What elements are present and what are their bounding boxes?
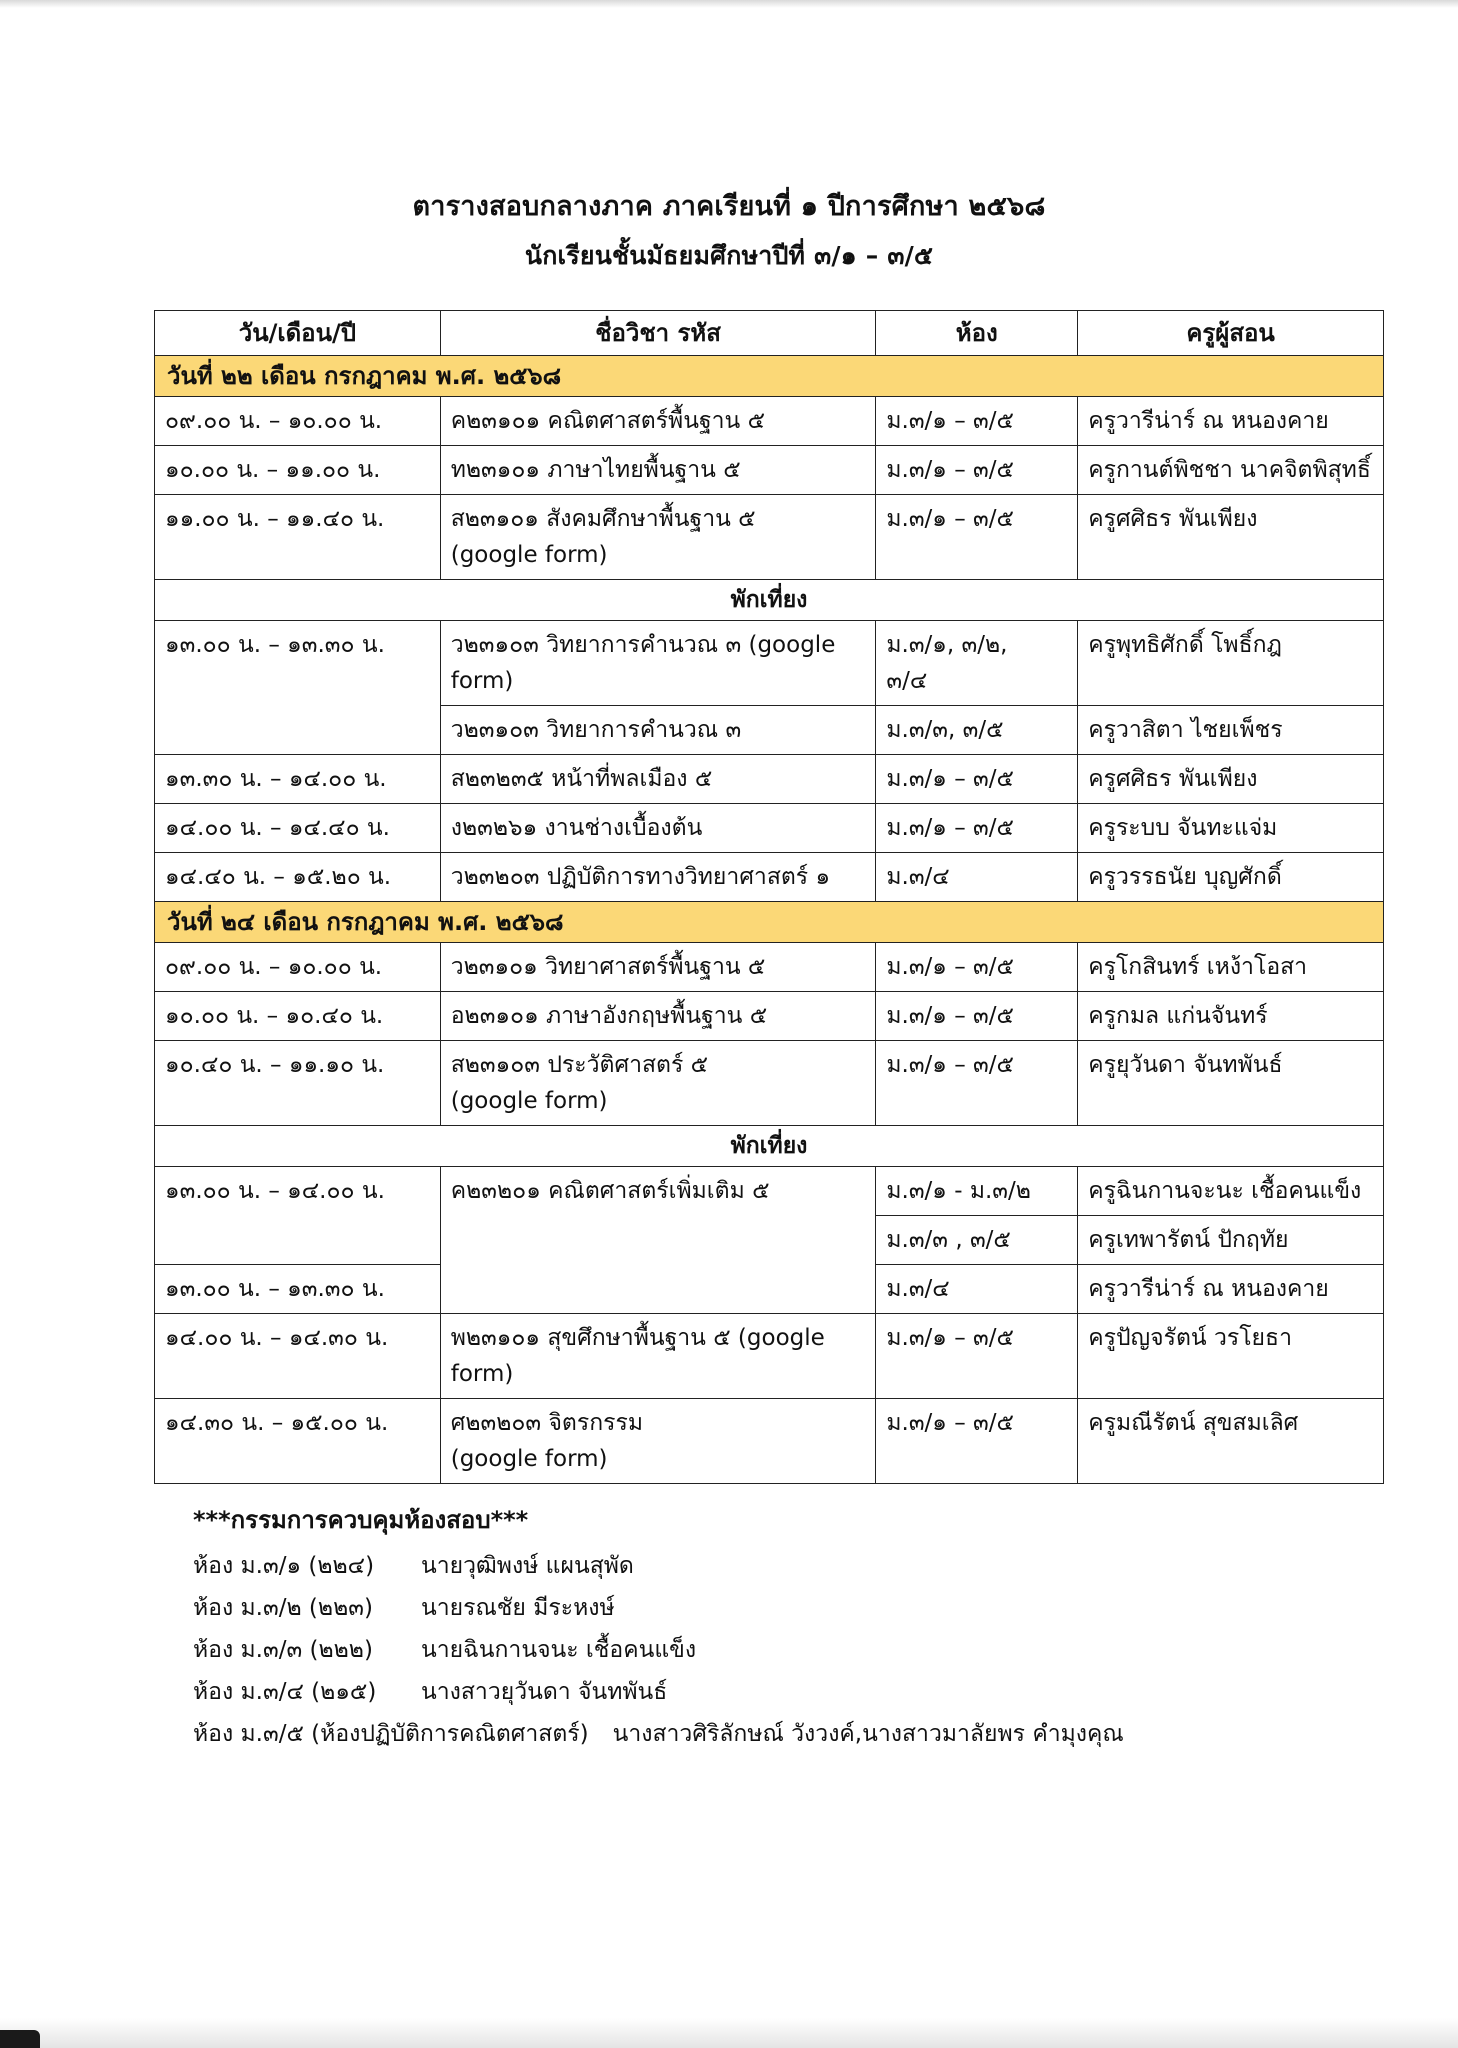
document-subtitle: นักเรียนชั้นมัธยมศึกษาปีที่ ๓/๑ – ๓/๕	[524, 241, 934, 270]
subject-cell: ง๒๓๒๖๑ งานช่างเบื้องต้น	[440, 804, 876, 853]
lunch-label: พักเที่ยง	[155, 580, 1384, 621]
room-cell: ม.๓/๑ – ๓/๕	[876, 1399, 1078, 1484]
document-title: ตารางสอบกลางภาค ภาคเรียนที่ ๑ ปีการศึกษา ๒๕๖๘	[412, 191, 1046, 222]
committee-names: นายรณชัย มีระหงษ์	[421, 1595, 615, 1621]
subject-cell	[440, 1041, 876, 1126]
time-cell: ๐๙.๐๐ น. – ๑๐.๐๐ น.	[155, 397, 441, 446]
teacher-cell: ครูวรรธนัย บุญศักดิ์	[1078, 853, 1384, 902]
subject-cell	[440, 495, 876, 580]
lunch-label: พักเที่ยง	[155, 1126, 1384, 1167]
subject-cell	[440, 621, 876, 706]
day-row	[155, 902, 1384, 943]
teacher-cell: ครูโกสินทร์ เหง้าโอสา	[1078, 943, 1384, 992]
table-row	[155, 853, 1384, 902]
time-cell: ๐๙.๐๐ น. – ๑๐.๐๐ น.	[155, 943, 441, 992]
time-cell: ๑๐.๔๐ น. – ๑๑.๑๐ น.	[155, 1041, 441, 1126]
committee-names: นางสาวศิริลักษณ์ วังวงค์,นางสาวมาลัยพร คำมุงคุณ	[612, 1721, 1124, 1747]
room-cell: ม.๓/๑ – ๓/๕	[876, 992, 1078, 1041]
teacher-cell: ครูกมล แก่นจันทร์	[1078, 992, 1384, 1041]
committee-names: นายฉินกานจนะ เชื้อคนแข็ง	[421, 1637, 697, 1663]
room-cell: ม.๓/๑ – ๓/๕	[876, 1314, 1078, 1399]
time-cell: ๑๔.๔๐ น. – ๑๕.๒๐ น.	[155, 853, 441, 902]
table-row	[155, 446, 1384, 495]
table-row	[155, 1167, 1384, 1216]
subject-cell: ท๒๓๑๐๑ ภาษาไทยพื้นฐาน ๕	[440, 446, 876, 495]
table-row	[155, 992, 1384, 1041]
teacher-cell: ครูวารีน่าร์ ณ หนองคาย	[1078, 1265, 1384, 1314]
committee-heading: ***กรรมการควบคุมห้องสอบ***	[193, 1506, 529, 1534]
lunch-row	[155, 1126, 1384, 1167]
subject-line: พ๒๓๑๐๑ สุขศึกษาพื้นฐาน ๕ (google	[450, 1325, 825, 1351]
committee-row	[193, 1671, 1124, 1713]
subject-line: (google form)	[450, 1446, 608, 1472]
table-header-row	[155, 311, 1384, 356]
header-teacher: ครูผู้สอน	[1078, 311, 1384, 356]
teacher-cell: ครูเทพารัตน์ ปักฤทัย	[1078, 1216, 1384, 1265]
page-edge-bottom	[0, 2018, 1458, 2048]
teacher-cell: ครูยุวันดา จันทพันธ์	[1078, 1041, 1384, 1126]
header-date: วัน/เดือน/ปี	[155, 311, 441, 356]
subject-line: ว๒๓๑๐๓ วิทยาการคำนวณ ๓ (google	[450, 632, 836, 658]
teacher-cell: ครูศศิธร พันเพียง	[1078, 495, 1384, 580]
subject-line: (google form)	[450, 1088, 608, 1114]
time-cell: ๑๔.๓๐ น. – ๑๕.๐๐ น.	[155, 1399, 441, 1484]
teacher-cell: ครูมณีรัตน์ สุขสมเลิศ	[1078, 1399, 1384, 1484]
time-cell: ๑๐.๐๐ น. – ๑๐.๔๐ น.	[155, 992, 441, 1041]
subject-cell: ค๒๓๒๐๑ คณิตศาสตร์เพิ่มเติม ๕	[440, 1167, 876, 1314]
day-label: วันที่ ๒๔ เดือน กรกฎาคม พ.ศ. ๒๕๖๘	[155, 902, 1384, 943]
committee-names: นายวุฒิพงษ์ แผนสุพัด	[421, 1553, 634, 1579]
page-edge-top	[0, 0, 1458, 8]
exam-schedule-table	[154, 310, 1384, 1484]
day-row	[155, 356, 1384, 397]
table-row	[155, 495, 1384, 580]
subject-line: form)	[450, 668, 514, 694]
teacher-cell: ครูศศิธร พันเพียง	[1078, 755, 1384, 804]
teacher-cell: ครูปัญจรัตน์ วรโยธา	[1078, 1314, 1384, 1399]
committee-room: ห้อง ม.๓/๑ (๒๒๔)	[193, 1553, 375, 1579]
subject-cell	[440, 1314, 876, 1399]
committee-section	[193, 1500, 1124, 1755]
subject-line: ส๒๓๑๐๓ ประวัติศาสตร์ ๕	[450, 1052, 709, 1078]
room-cell: ม.๓/๓ , ๓/๕	[876, 1216, 1078, 1265]
committee-row	[193, 1545, 1124, 1587]
room-line: ๓/๔	[886, 668, 928, 694]
room-line: ม.๓/๑, ๓/๒,	[886, 632, 1008, 658]
subject-cell	[440, 1399, 876, 1484]
time-cell: ๑๓.๐๐ น. – ๑๔.๐๐ น.	[155, 1167, 441, 1265]
committee-row	[193, 1713, 1124, 1755]
teacher-cell: ครูฉินกานจะนะ เชื้อคนแข็ง	[1078, 1167, 1384, 1216]
committee-row	[193, 1629, 1124, 1671]
room-cell: ม.๓/๑ – ๓/๕	[876, 1041, 1078, 1126]
table-row	[155, 1399, 1384, 1484]
table-row	[155, 943, 1384, 992]
time-cell: ๑๓.๐๐ น. – ๑๓.๓๐ น.	[155, 1265, 441, 1314]
table-row	[155, 804, 1384, 853]
time-cell: ๑๔.๐๐ น. – ๑๔.๔๐ น.	[155, 804, 441, 853]
subject-line: form)	[450, 1361, 514, 1387]
committee-room: ห้อง ม.๓/๔ (๒๑๕)	[193, 1679, 377, 1705]
subject-line: ส๒๓๑๐๑ สังคมศึกษาพื้นฐาน ๕	[450, 506, 756, 532]
teacher-cell: ครูระบบ จันทะแจ่ม	[1078, 804, 1384, 853]
table-row	[155, 621, 1384, 706]
room-cell: ม.๓/๓, ๓/๕	[876, 706, 1078, 755]
subject-cell: ว๒๓๒๐๓ ปฏิบัติการทางวิทยาศาสตร์ ๑	[440, 853, 876, 902]
subject-cell: ว๒๓๑๐๓ วิทยาการคำนวณ ๓	[440, 706, 876, 755]
time-cell: ๑๔.๐๐ น. – ๑๔.๓๐ น.	[155, 1314, 441, 1399]
subject-cell: ว๒๓๑๐๑ วิทยาศาสตร์พื้นฐาน ๕	[440, 943, 876, 992]
room-cell: ม.๓/๑ - ม.๓/๒	[876, 1167, 1078, 1216]
room-cell	[876, 621, 1078, 706]
subject-cell: ค๒๓๑๐๑ คณิตศาสตร์พื้นฐาน ๕	[440, 397, 876, 446]
committee-room: ห้อง ม.๓/๒ (๒๒๓)	[193, 1595, 373, 1621]
subject-cell: ส๒๓๒๓๕ หน้าที่พลเมือง ๕	[440, 755, 876, 804]
teacher-cell: ครูกานต์พิชชา นาคจิตพิสุทธิ์	[1078, 446, 1384, 495]
subject-line: (google form)	[450, 542, 608, 568]
committee-room: ห้อง ม.๓/๓ (๒๒๒)	[193, 1637, 373, 1663]
room-cell: ม.๓/๑ – ๓/๕	[876, 446, 1078, 495]
subject-line: ศ๒๓๒๐๓ จิตรกรรม	[450, 1410, 644, 1436]
time-cell: ๑๑.๐๐ น. – ๑๑.๔๐ น.	[155, 495, 441, 580]
committee-room: ห้อง ม.๓/๕ (ห้องปฏิบัติการคณิตศาสตร์)	[193, 1721, 589, 1747]
lunch-row	[155, 580, 1384, 621]
room-cell: ม.๓/๔	[876, 853, 1078, 902]
room-cell: ม.๓/๑ – ๓/๕	[876, 943, 1078, 992]
teacher-cell: ครูพุทธิศักดิ์ โพธิ์กฎ	[1078, 621, 1384, 706]
time-cell: ๑๓.๐๐ น. – ๑๓.๓๐ น.	[155, 621, 441, 755]
scan-corner-shadow	[0, 2030, 40, 2048]
time-cell: ๑๐.๐๐ น. – ๑๑.๐๐ น.	[155, 446, 441, 495]
table-row	[155, 1041, 1384, 1126]
table-row	[155, 397, 1384, 446]
room-cell: ม.๓/๑ – ๓/๕	[876, 495, 1078, 580]
subject-cell: อ๒๓๑๐๑ ภาษาอังกฤษพื้นฐาน ๕	[440, 992, 876, 1041]
room-cell: ม.๓/๔	[876, 1265, 1078, 1314]
day-label: วันที่ ๒๒ เดือน กรกฎาคม พ.ศ. ๒๕๖๘	[155, 356, 1384, 397]
time-cell: ๑๓.๓๐ น. – ๑๔.๐๐ น.	[155, 755, 441, 804]
room-cell: ม.๓/๑ – ๓/๕	[876, 397, 1078, 446]
room-cell: ม.๓/๑ – ๓/๕	[876, 804, 1078, 853]
room-cell: ม.๓/๑ – ๓/๕	[876, 755, 1078, 804]
committee-names: นางสาวยุวันดา จันทพันธ์	[421, 1679, 668, 1705]
table-row	[155, 755, 1384, 804]
teacher-cell: ครูวาสิตา ไชยเพ็ชร	[1078, 706, 1384, 755]
table-row	[155, 1314, 1384, 1399]
teacher-cell: ครูวารีน่าร์ ณ หนองคาย	[1078, 397, 1384, 446]
committee-row	[193, 1587, 1124, 1629]
header-subject: ชื่อวิชา รหัส	[440, 311, 876, 356]
header-room: ห้อง	[876, 311, 1078, 356]
